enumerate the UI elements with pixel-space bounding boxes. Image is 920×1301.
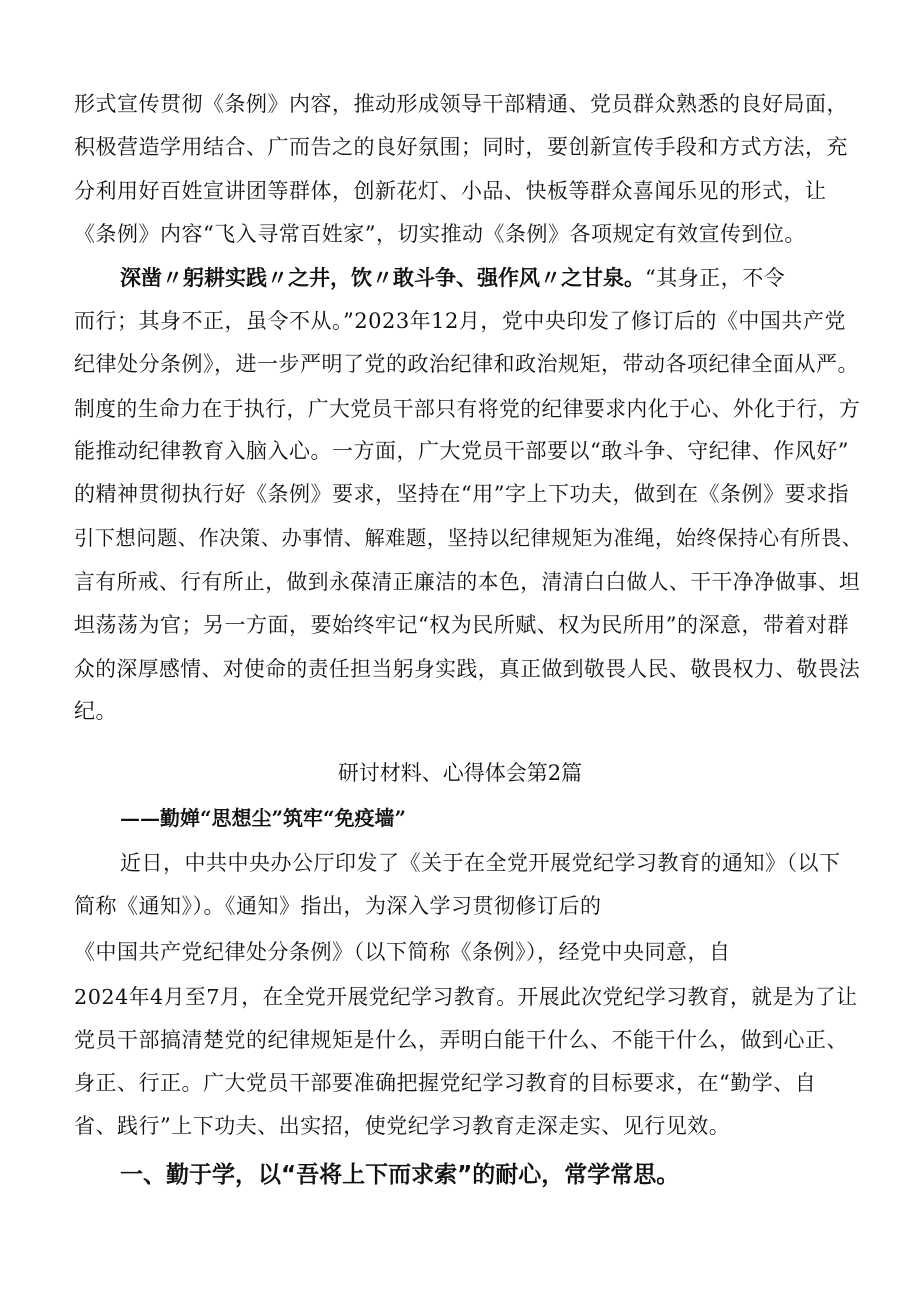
- section-title: 研讨材料、心得体会第2篇: [337, 761, 583, 785]
- para3-line-5: 党员干部搞清楚党的纪律规矩是什么，弄明白能干什么、不能干什么，做到心正、: [74, 1028, 848, 1052]
- heading-1: 一、勤于学，以“吾将上下而求索”的耐心，常学常思。: [120, 1162, 680, 1188]
- para2-line-4: 制度的生命力在于执行，广大党员干部只有将党的纪律要求内化于心、外化于行，方: [74, 397, 861, 421]
- para2-line-6: 的精神贯彻执行好《条例》要求，坚持在“用”字上下功夫，做到在《条例》要求指: [74, 482, 849, 506]
- para2-lead: 深凿〃躬耕实践〃之井，饮〃敢斗争、强作风〃之甘泉。: [120, 266, 645, 290]
- para2-line-11: 纪。: [74, 699, 117, 723]
- para1-line-2: 积极营造学用结合、广而告之的良好氛围；同时，要创新宣传手段和方式方法，充: [74, 135, 848, 159]
- para2-line-2: 而行；其身不正，虽令不从。”2023年12月，党中央印发了修订后的《中国共产党: [74, 309, 846, 333]
- para1-line-1: 形式宣传贯彻《条例》内容，推动形成领导干部精通、党员群众熟悉的良好局面，: [74, 92, 848, 116]
- subtitle: ——勤婵“思想尘”筑牢“免疫墙”: [120, 806, 407, 830]
- para1-line-4: 《条例》内容“飞入寻常百姓家”，切实推动《条例》各项规定有效宣传到位。: [74, 222, 806, 246]
- para2-first-line-rest: “其身正，不令: [645, 266, 786, 290]
- para1-line-3: 分利用好百姓宣讲团等群体，创新花灯、小品、快板等群众喜闻乐见的形式，让: [74, 179, 827, 203]
- para2-line-5: 能推动纪律教育入脑入心。一方面，广大党员干部要以“敢斗争、守纪律、作风好”: [74, 439, 849, 463]
- para3-line-3: 《中国共产党纪律处分条例》（以下简称《条例》），经党中央同意，自: [74, 940, 731, 964]
- para3-line-1: 近日，中共中央办公厅印发了《关于在全党开展党纪学习教育的通知》（以下: [120, 851, 841, 875]
- para2-first-line: [120, 262, 785, 292]
- para2-line-7: 引下想问题、作决策、办事情、解难题，坚持以纪律规矩为准绳，始终保持心有所畏、: [74, 526, 863, 550]
- para3-line-4: 2024年4月至7月，在全党开展党纪学习教育。开展此次党纪学习教育，就是为了让: [74, 985, 858, 1009]
- para2-line-8: 言有所戒、行有所止，做到永葆清正廉洁的本色，清清白白做人、干干净净做事、坦: [74, 570, 861, 594]
- para3-line-6: 身正、行正。广大党员干部要准确把握党纪学习教育的目标要求，在“勤学、自: [74, 1071, 817, 1095]
- para3-line-2: 简称《通知》）。《通知》指出，为深入学习贯彻修订后的: [74, 894, 602, 918]
- para3-line-7: 省、践行”上下功夫、出实招，使党纪学习教育走深走实、见行见效。: [74, 1114, 731, 1138]
- para2-line-10: 众的深厚感情、对使命的责任担当躬身实践，真正做到敬畏人民、敬畏权力、敬畏法: [74, 657, 861, 681]
- para2-line-3: 纪律处分条例》，进一步严明了党的政治纪律和政治规矩，带动各项纪律全面从严。: [74, 352, 859, 376]
- para2-line-9: 坦荡荡为官；另一方面，要始终牢记“权为民所赋、权为民所用”的深意，带着对群: [74, 613, 849, 637]
